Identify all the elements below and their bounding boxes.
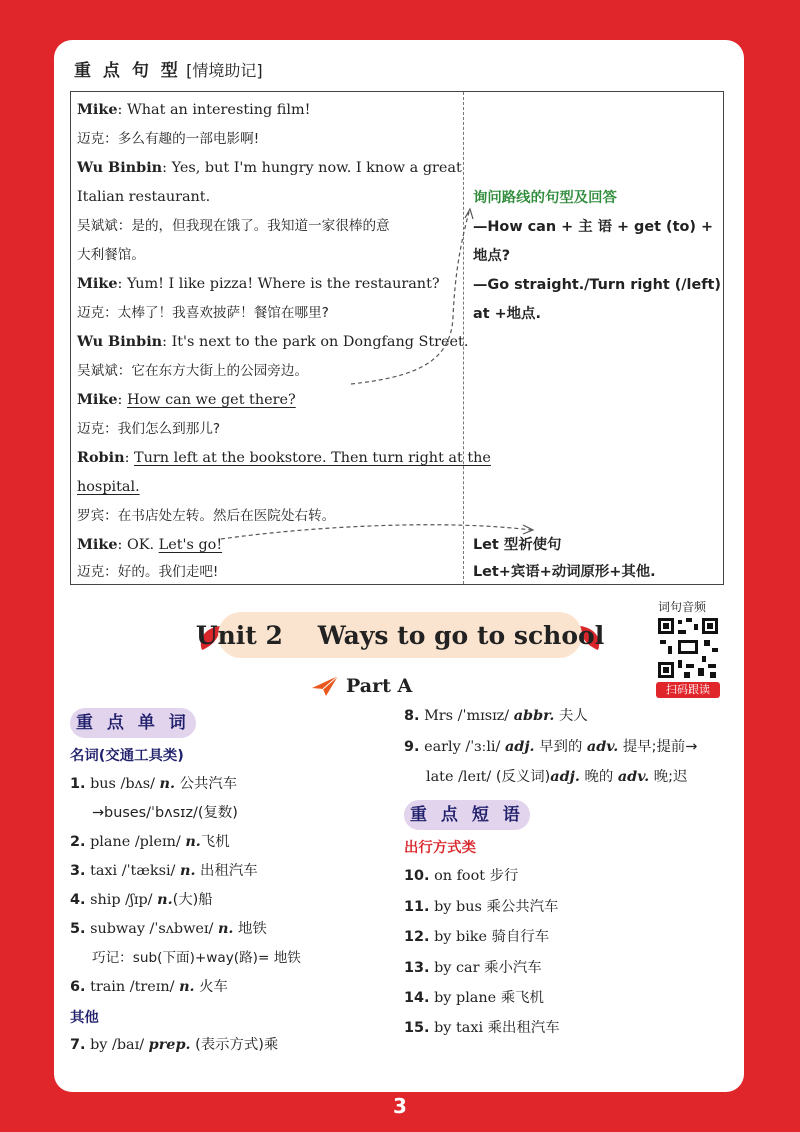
phrase-item: 12. by bike 骑自行车	[404, 929, 550, 945]
phrase-item: 11. by bus 乘公共汽车	[404, 899, 559, 915]
dialogue-line: Robin: Turn left at the bookstore. Then turn right at the	[77, 449, 491, 466]
vocab-item-note: →buses/ˈbʌsɪz/(复数)	[92, 805, 238, 821]
dialogue-line: Mike: Yum! I like pizza! Where is the restaurant?	[77, 275, 440, 292]
dialogue-translation: 吴斌斌：它在东方大街上的公园旁边。	[77, 363, 309, 379]
phrase-item: 14. by plane 乘飞机	[404, 990, 544, 1006]
dialogue-line: Wu Binbin: It's next to the park on Dongfang Street.	[77, 333, 469, 350]
dialogue-translation: 吴斌斌：是的，但我现在饿了。我知道一家很棒的意	[77, 218, 390, 234]
scan-to-read-button[interactable]: 扫码跟读	[656, 682, 720, 698]
connector-arrows	[71, 92, 725, 586]
note-route-question-cont: 地点?	[473, 248, 511, 264]
unit-title: Unit 2 Ways to go to school	[195, 620, 605, 650]
dialogue-translation: 迈克：多么有趣的一部电影啊!	[77, 131, 260, 147]
section-title-text: 重 点 句 型	[74, 61, 181, 81]
phrase-item: 13. by car 乘小汽车	[404, 960, 542, 976]
phrase-item: 10. on foot 步行	[404, 868, 519, 884]
note-route-answer-cont: at +地点.	[473, 306, 541, 322]
vocab-item-antonym: late /leɪt/ (反义词)adj. 晚的 adv. 晚;迟	[426, 768, 688, 785]
vocab-item: 4. ship /ʃɪp/ n.(大)船	[70, 891, 213, 908]
vocab-item: 9. early /ˈɜːli/ adj. 早到的 adv. 提早;提前→	[404, 738, 698, 755]
note-route-answer: —Go straight./Turn right (/left)	[473, 277, 721, 293]
dialogue-translation: 迈克：太棒了！我喜欢披萨！餐馆在哪里?	[77, 305, 329, 321]
dialogue-line: Mike: What an interesting film!	[77, 101, 311, 118]
note-let-title: Let 型祈使句	[473, 537, 562, 553]
part-title	[310, 672, 412, 700]
vocab-item: 6. train /treɪn/ n. 火车	[70, 978, 228, 995]
note-route-question: —How can + 主 语 + get (to) +	[473, 219, 713, 235]
section-title	[74, 56, 263, 81]
dialogue-line: Mike: How can we get there?	[77, 391, 296, 408]
vocab-item: 8. Mrs /ˈmɪsɪz/ abbr. 夫人	[404, 707, 588, 724]
note-let-rule: Let+宾语+动词原形+其他.	[473, 564, 656, 580]
vocab-category-nouns: 名词(交通工具类)	[70, 748, 184, 764]
dialogue-line-cont: hospital.	[77, 479, 140, 495]
vocab-item: 1. bus /bʌs/ n. 公共汽车	[70, 775, 238, 792]
section-subtitle: [情境助记]	[186, 61, 263, 80]
vocab-item: 2. plane /pleɪn/ n.飞机	[70, 833, 230, 850]
paper-plane-icon	[310, 674, 340, 698]
note-route-title: 询问路线的句型及回答	[473, 190, 617, 206]
vocab-category-other: 其他	[70, 1010, 99, 1026]
qr-label: 词句音频	[658, 600, 707, 614]
dialogue-translation: 迈克：我们怎么到那儿?	[77, 421, 221, 437]
qr-code-icon[interactable]	[656, 616, 720, 680]
vocab-item: 5. subway /ˈsʌbweɪ/ n. 地铁	[70, 920, 267, 937]
part-title-text: Part A	[346, 675, 413, 697]
dialogue-line-cont: Italian restaurant.	[77, 189, 211, 205]
vocab-header: 重 点 单 词	[70, 708, 196, 738]
unit-title-banner	[195, 612, 605, 658]
dialogue-translation: 罗宾：在书店处左转。然后在医院处右转。	[77, 508, 336, 524]
dialogue-box	[70, 91, 724, 585]
vocab-item: 7. by /baɪ/ prep. (表示方式)乘	[70, 1036, 279, 1053]
dialogue-translation-cont: 大利餐馆。	[77, 247, 145, 263]
phrases-category: 出行方式类	[404, 840, 476, 856]
page-number: 3	[393, 1094, 407, 1118]
phrases-header: 重 点 短 语	[404, 800, 530, 830]
dialogue-line: Mike: OK. Let's go!	[77, 536, 223, 553]
phrase-item: 15. by taxi 乘出租汽车	[404, 1020, 560, 1036]
vocab-item: 3. taxi /ˈtæksi/ n. 出租汽车	[70, 862, 258, 879]
dialogue-line: Wu Binbin: Yes, but I'm hungry now. I know a great	[77, 159, 462, 176]
dialogue-translation: 迈克：好的。我们走吧!	[77, 564, 219, 580]
vocab-memory-tip: 巧记：sub(下面)+way(路)= 地铁	[92, 950, 301, 966]
